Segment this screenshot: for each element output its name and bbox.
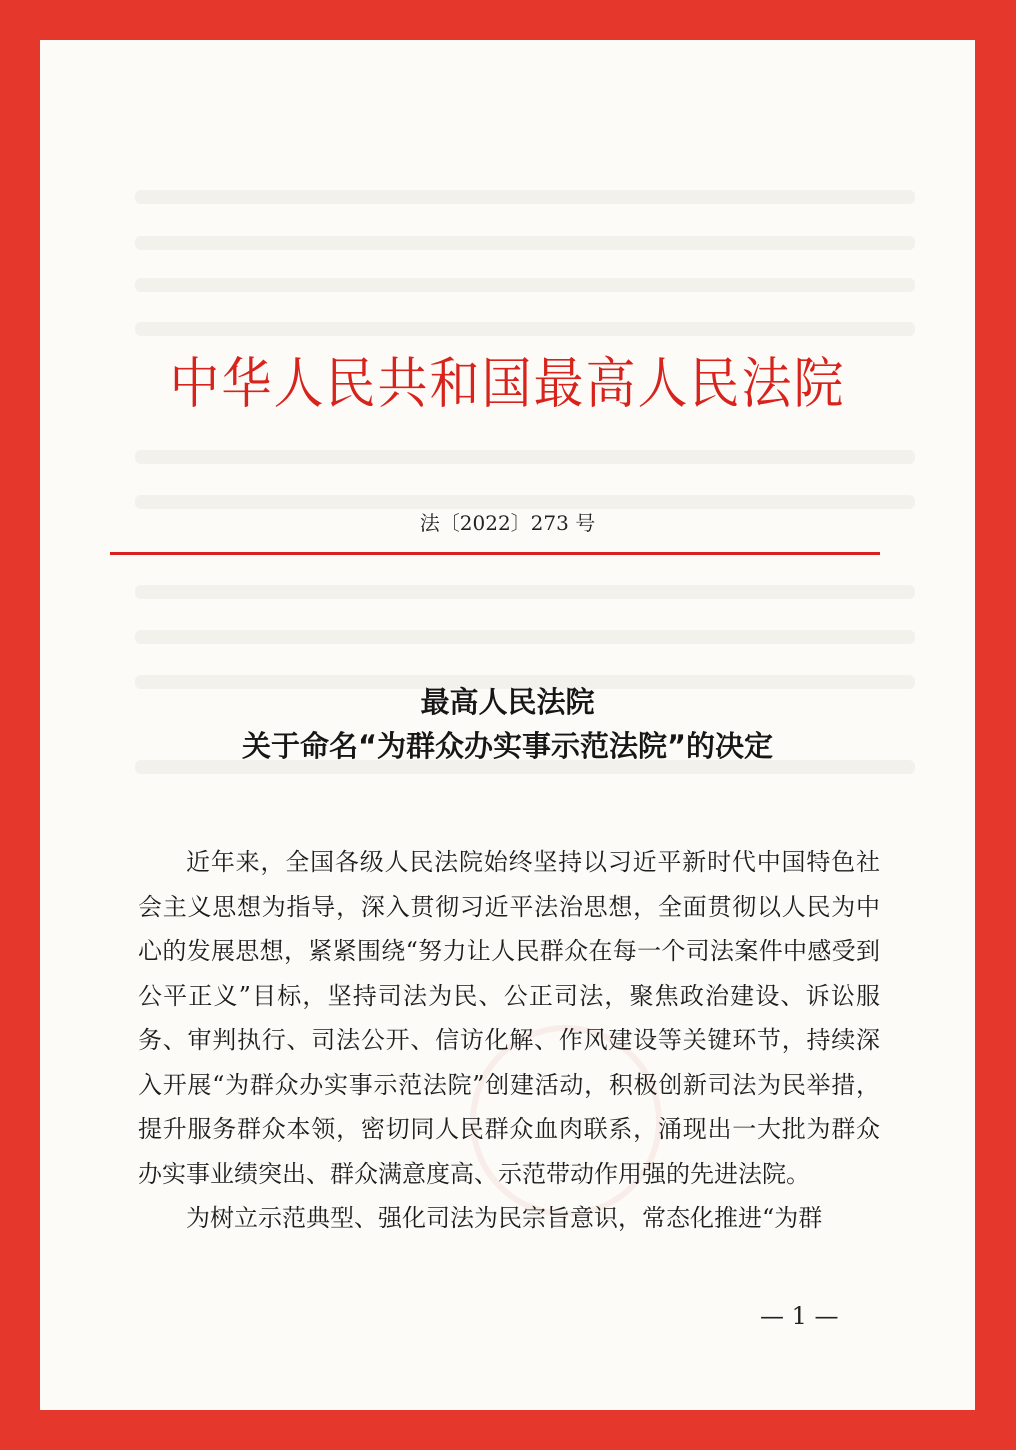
document-page <box>40 40 975 1410</box>
issuing-authority-header: 中华人民共和国最高人民法院 <box>169 352 846 416</box>
show-through-line <box>135 630 915 644</box>
document-body <box>138 840 880 1241</box>
body-paragraph-2: 为树立示范典型、强化司法为民宗旨意识，常态化推进“为群 <box>186 1204 823 1232</box>
red-separator-line <box>110 552 880 555</box>
show-through-line <box>135 236 915 250</box>
body-paragraph-1: 近年来，全国各级人民法院始终坚持以习近平新时代中国特色社会主义思想为指导，深入贯彻习近平法治思想，全面贯彻以人民为中心的发展思想，紧紧围绕“努力让人民群众在每一个司法案件中感受到公平正义”目标，坚持司法为民、公正司法，聚焦政治建设、诉讼服务、审判执行、司法公开、信访化解、作风建设等关键环节，持续深入开展“为群众办实事示范法院”创建活动，积极创新司法为民举措，提升服务群众本领，密切同人民群众血肉联系，涌现出一大批为群众办实事业绩突出、群众满意度高、示范带动作用强的先进法院。 <box>138 848 880 1188</box>
page-number: — 1 — <box>760 1302 839 1330</box>
show-through-line <box>135 322 915 336</box>
document-number: 法〔2022〕273 号 <box>419 511 596 535</box>
show-through-line <box>135 450 915 464</box>
show-through-line <box>135 585 915 599</box>
document-title-line2: 关于命名“为群众办实事示范法院”的决定 <box>241 729 774 763</box>
document-title-line1: 最高人民法院 <box>420 685 595 719</box>
show-through-line <box>135 278 915 292</box>
show-through-line <box>135 190 915 204</box>
